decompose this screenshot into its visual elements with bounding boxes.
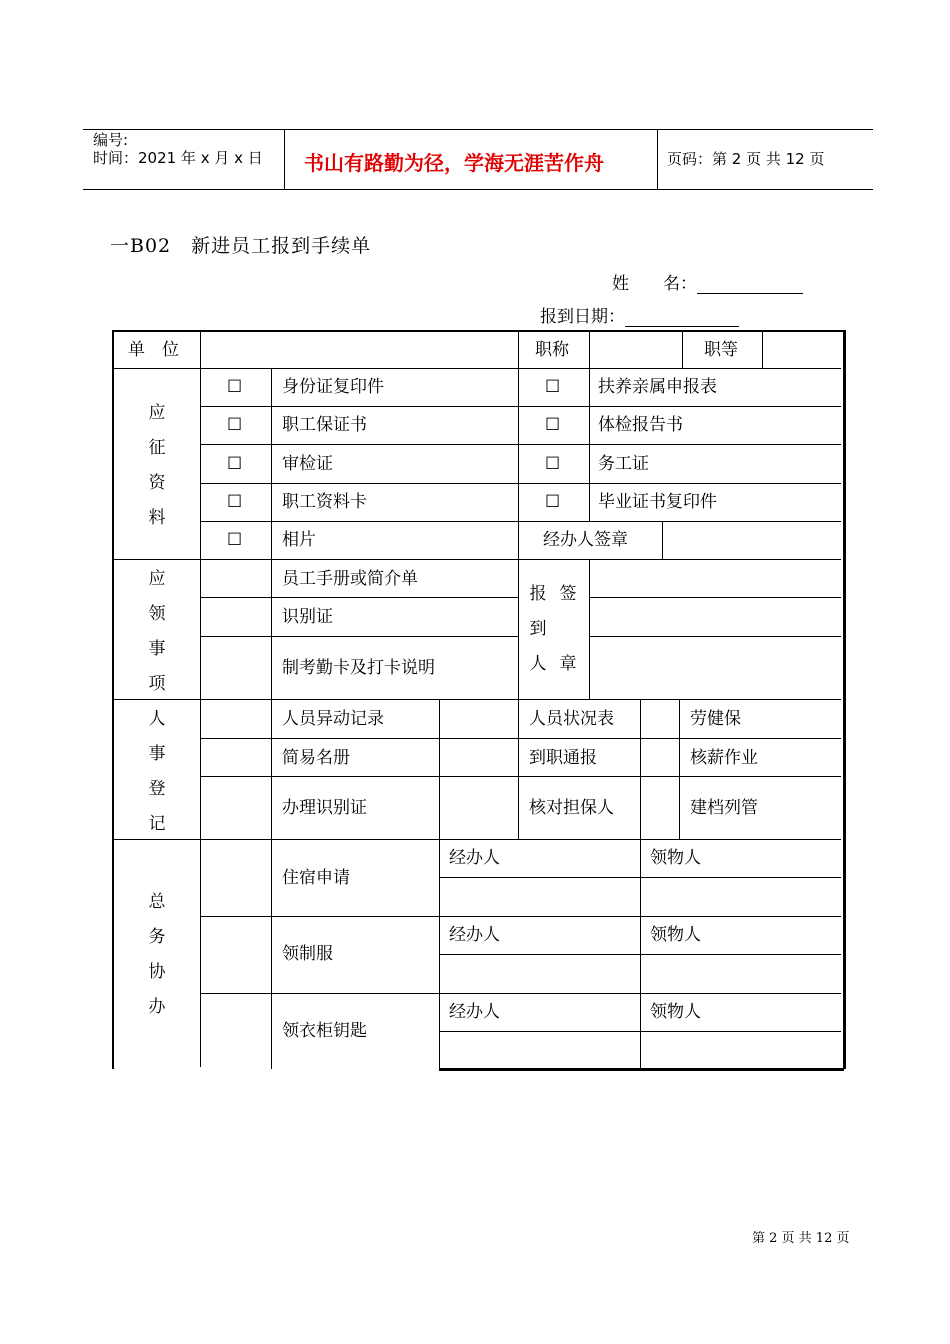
row-rule bbox=[114, 368, 841, 369]
material-item: 扶养亲属申报表 bbox=[598, 377, 717, 397]
col-rule bbox=[589, 332, 590, 369]
section-personnel: 人 事 登 记 bbox=[148, 709, 166, 834]
row-rule bbox=[201, 597, 518, 598]
col-rule bbox=[518, 559, 519, 700]
header-motto: 书山有路勤为径，学海无涯苦作舟 bbox=[304, 151, 604, 175]
form-title: 一B02 新进员工报到手续单 bbox=[110, 235, 372, 257]
checkbox-photo[interactable]: ☐ bbox=[227, 530, 243, 550]
material-item: 职工保证书 bbox=[282, 415, 367, 435]
name-blank[interactable] bbox=[697, 275, 803, 294]
section-general: 总 务 协 办 bbox=[148, 892, 166, 1017]
row-rule bbox=[201, 776, 841, 777]
row-rule bbox=[589, 636, 841, 637]
personnel-item: 人员状况表 bbox=[529, 709, 614, 729]
col-rule bbox=[682, 332, 683, 369]
unit-value-cell[interactable] bbox=[202, 334, 517, 367]
receiver-label: 报 到 人 bbox=[529, 584, 547, 674]
col-rule bbox=[439, 699, 440, 840]
handler-label: 经办人 bbox=[449, 1002, 500, 1022]
document-number-label: 编号: bbox=[93, 131, 129, 149]
col-rule bbox=[589, 368, 590, 522]
row-rule bbox=[201, 444, 841, 445]
footer-page-number: 第 2 页 共 12 页 bbox=[752, 1231, 850, 1246]
row-rule bbox=[201, 993, 841, 994]
section-materials: 应 征 资 料 bbox=[148, 403, 166, 528]
personnel-item: 简易名册 bbox=[282, 748, 350, 768]
date-label: 报到日期： bbox=[540, 307, 625, 327]
col-rule bbox=[518, 332, 519, 369]
handler-label: 经办人 bbox=[449, 925, 500, 945]
grade-value-cell[interactable] bbox=[764, 334, 840, 367]
general-item: 领衣柜钥匙 bbox=[282, 1021, 367, 1041]
receive-item: 员工手册或简介单 bbox=[282, 569, 418, 589]
table-bottom-rule bbox=[439, 1068, 844, 1071]
col-rule bbox=[271, 839, 272, 1069]
material-item: 毕业证书复印件 bbox=[598, 492, 717, 512]
header-page-label: 页码：第 2 页 共 12 页 bbox=[667, 150, 825, 168]
receiver-label: 领物人 bbox=[650, 848, 701, 868]
handler-sign-label: 经办人签章 bbox=[543, 530, 628, 550]
header-divider bbox=[657, 129, 658, 189]
name-label: 姓 名： bbox=[612, 274, 697, 294]
material-item: 务工证 bbox=[598, 454, 649, 474]
date-blank[interactable] bbox=[625, 308, 739, 327]
document-time-label: 时间：2021 年 x 月 x 日 bbox=[93, 149, 263, 167]
checkbox-id-copy[interactable]: ☐ bbox=[227, 377, 243, 397]
col-rule bbox=[640, 839, 641, 1069]
col-rule bbox=[640, 699, 641, 840]
checkbox-guarantee[interactable]: ☐ bbox=[227, 415, 243, 435]
general-item: 领制服 bbox=[282, 944, 333, 964]
personnel-item: 核对担保人 bbox=[529, 798, 614, 818]
row-rule bbox=[201, 406, 841, 407]
row-rule bbox=[201, 483, 841, 484]
receiver-label: 领物人 bbox=[650, 925, 701, 945]
row-rule bbox=[201, 636, 518, 637]
col-rule bbox=[518, 368, 519, 560]
material-item: 身份证复印件 bbox=[282, 377, 384, 397]
material-item: 审检证 bbox=[282, 454, 333, 474]
row-rule bbox=[201, 738, 841, 739]
checkbox-work-permit[interactable]: ☐ bbox=[545, 454, 561, 474]
personnel-item: 人员异动记录 bbox=[282, 709, 384, 729]
header-bottom-rule bbox=[83, 189, 873, 190]
material-item: 相片 bbox=[282, 530, 316, 550]
col-rule bbox=[271, 699, 272, 840]
col-rule bbox=[271, 559, 272, 700]
row-rule bbox=[589, 597, 841, 598]
col-rule bbox=[662, 521, 663, 560]
signature-label: 签 章 bbox=[559, 584, 577, 674]
material-item: 职工资料卡 bbox=[282, 492, 367, 512]
unit-label: 单 位 bbox=[128, 340, 179, 360]
col-rule bbox=[439, 839, 440, 1069]
material-item: 体检报告书 bbox=[598, 415, 683, 435]
date-field[interactable] bbox=[540, 302, 739, 327]
row-rule bbox=[114, 559, 841, 560]
name-field[interactable] bbox=[612, 269, 803, 294]
handler-sign-cell[interactable] bbox=[664, 523, 840, 558]
title-rank-value-cell[interactable] bbox=[591, 334, 681, 367]
section-receive: 应 领 事 项 bbox=[148, 569, 166, 694]
col-rule bbox=[518, 699, 519, 840]
title-rank-label: 职称 bbox=[535, 340, 569, 360]
personnel-item: 劳健保 bbox=[690, 709, 741, 729]
col-rule bbox=[589, 559, 590, 700]
row-rule bbox=[114, 839, 841, 840]
col-rule bbox=[762, 332, 763, 369]
personnel-item: 办理识别证 bbox=[282, 798, 367, 818]
receive-item: 识别证 bbox=[282, 607, 333, 627]
handler-label: 经办人 bbox=[449, 848, 500, 868]
checkbox-inspection-cert[interactable]: ☐ bbox=[227, 454, 243, 474]
receive-item: 制考勤卡及打卡说明 bbox=[282, 658, 435, 678]
checkbox-staff-card[interactable]: ☐ bbox=[227, 492, 243, 512]
personnel-item: 到职通报 bbox=[529, 748, 597, 768]
row-rule bbox=[201, 521, 841, 522]
header-top-rule bbox=[83, 129, 873, 130]
general-item: 住宿申请 bbox=[282, 868, 350, 888]
personnel-item: 核薪作业 bbox=[690, 748, 758, 768]
col-rule bbox=[271, 368, 272, 560]
grade-label: 职等 bbox=[704, 340, 738, 360]
col-rule bbox=[200, 332, 201, 1067]
checkbox-health-report[interactable]: ☐ bbox=[545, 415, 561, 435]
row-rule bbox=[201, 916, 841, 917]
checkbox-dependents-form[interactable]: ☐ bbox=[545, 377, 561, 397]
checkbox-diploma-copy[interactable]: ☐ bbox=[545, 492, 561, 512]
col-rule bbox=[679, 699, 680, 840]
personnel-item: 建档列管 bbox=[690, 798, 758, 818]
row-rule bbox=[114, 699, 841, 700]
receiver-label: 领物人 bbox=[650, 1002, 701, 1022]
header-divider bbox=[284, 129, 285, 189]
